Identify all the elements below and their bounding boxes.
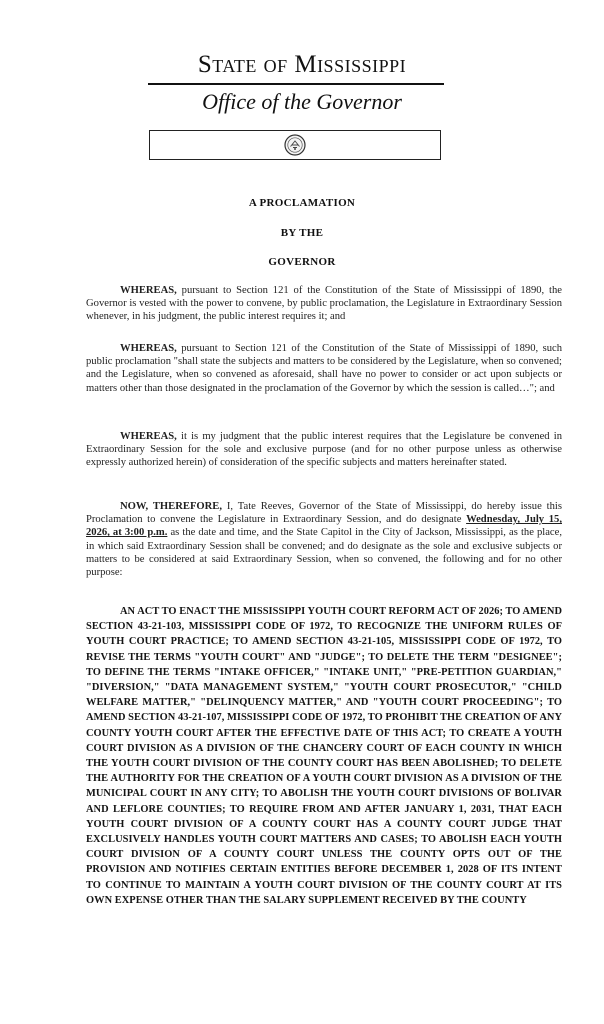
whereas-paragraph-3: [86, 430, 562, 470]
proclamation-by-the: BY THE: [280, 227, 324, 239]
now-therefore-paragraph: [86, 500, 562, 579]
header-rule: [148, 83, 444, 85]
whereas-lead: WHEREAS,: [120, 285, 177, 296]
whereas-lead: WHEREAS,: [120, 431, 177, 442]
whereas-paragraph-1: [86, 284, 562, 324]
paragraph-text: pursuant to Section 121 of the Constitution of the State of Mississippi of 1890, such public proclamation "shall state the subjects and matters to be considered by the Legislature, when so convened; and the Legislature, when so convened as aforesaid, shall have no power to consider or act upon subjects or matters other than those designated in the proclamation of the Governor by which the session is called…"; and: [86, 343, 562, 394]
whereas-lead: WHEREAS,: [120, 343, 177, 354]
act-text: AN ACT TO ENACT THE MISSISSIPPI YOUTH COURT REFORM ACT OF 2026; TO AMEND SECTION 43-21-103, MISSISSIPPI CODE OF 1972, TO RECOGNIZE THE UNIFORM RULES OF YOUTH COURT PRACTICE; TO AMEND SECTION 43-21-105, MISSISSIPPI CODE OF 1972, TO REVISE THE TERMS "YOUTH COURT" AND "JUDGE"; TO DELETE THE TERM "DESIGNEE"; TO DEFINE THE TERMS "INTAKE OFFICER," "INTAKE UNIT," "PRE-PETITION GUARDIAN," "DIVERSION," "DATA MANAGEMENT SYSTEM," "YOUTH COURT PROSECUTOR," "CHILD WELFARE MATTER," "DELINQUENCY MATTER," AND "YOUTH COURT PROCEEDING"; TO AMEND SECTION 43-21-107, MISSISSIPPI CODE OF 1972, TO PROHIBIT THE CREATION OF ANY COUNTY YOUTH COURT AFTER THE EFFECTIVE DATE OF THIS ACT; TO CREATE A YOUTH COURT DIVISION AS A DIVISION OF THE CHANCERY COURT OF EACH COUNTY IN WHICH THE YOUTH COURT DIVISION OF THE COUNTY COURT HAS BEEN ABOLISHED; TO DELETE THE AUTHORITY FOR THE CREATION OF A YOUTH COURT DIVISION AS A DIVISION OF THE MUNICIPAL COURT IN ANY CITY; TO ABOLISH THE YOUTH COURT DIVISIONS OF BOLIVAR AND LEFLORE COUNTIES; TO REQUIRE FROM AND AFTER JANUARY 1, 2031, THAT EACH YOUTH COURT DIVISION OF A COUNTY COURT HAS A COUNTY COURT JUDGE THAT EXCLUSIVELY HANDLES YOUTH COURT MATTERS AND CASES; TO ABOLISH EACH YOUTH COURT DIVISION OF A COUNTY COURT UNLESS THE COUNTY OPTS OUT OF THE PROVISION AND NOTIFIES CERTAIN ENTITIES BEFORE DECEMBER 1, 2028 OF ITS INTENT TO CONTINUE TO MAINTAIN A YOUTH COURT DIVISION OF THE COUNTY COURT AT ITS OWN EXPENSE OTHER THAN THE SALARY SUPPLEMENT RECEIVED BY THE COUNTY: [86, 606, 562, 906]
state-title: State of Mississippi: [197, 51, 407, 78]
now-therefore-lead: NOW, THEREFORE,: [120, 501, 223, 512]
paragraph-text: it is my judgment that the public interest requires that the Legislature be convened in Extraordinary Session for the sole and exclusive purpose (and for no other purpose unless as otherwise expressly authorized herein) of consideration of the specific subjects and matters hereinafter stated.: [86, 431, 562, 469]
proclamation-governor: GOVERNOR: [268, 256, 336, 268]
proclamation-heading: A PROCLAMATION: [248, 197, 356, 209]
paragraph-text: as the date and time, and the State Capitol in the City of Jackson, Mississippi, as the place, in which said Extraordinary Session shall be convened; and do designate as the sole and exclusive subjects or matters to be considered at said Extraordinary Session, when so convened, the following and for no other purpose:: [86, 527, 562, 579]
office-title: Office of the Governor: [202, 89, 402, 114]
paragraph-text: I, Tate Reeves, Governor of the State of Mississippi, do hereby issue this Proclamation to convene the Legislature in Extraordinary Session, and do designate: [86, 501, 562, 526]
state-seal-icon: [284, 134, 306, 156]
whereas-paragraph-2: [86, 342, 562, 395]
seal-frame: [149, 130, 441, 160]
session-date: Wednesday, July 15, 2026, at 3:00 p.m.: [86, 514, 562, 539]
paragraph-text: pursuant to Section 121 of the Constitution of the State of Mississippi of 1890, the Governor is vested with the power to convene, by public proclamation, the Legislature in Extraordinary Session whenever, in his judgment, the public interest requires it; and: [86, 285, 562, 323]
masthead: [0, 50, 604, 80]
